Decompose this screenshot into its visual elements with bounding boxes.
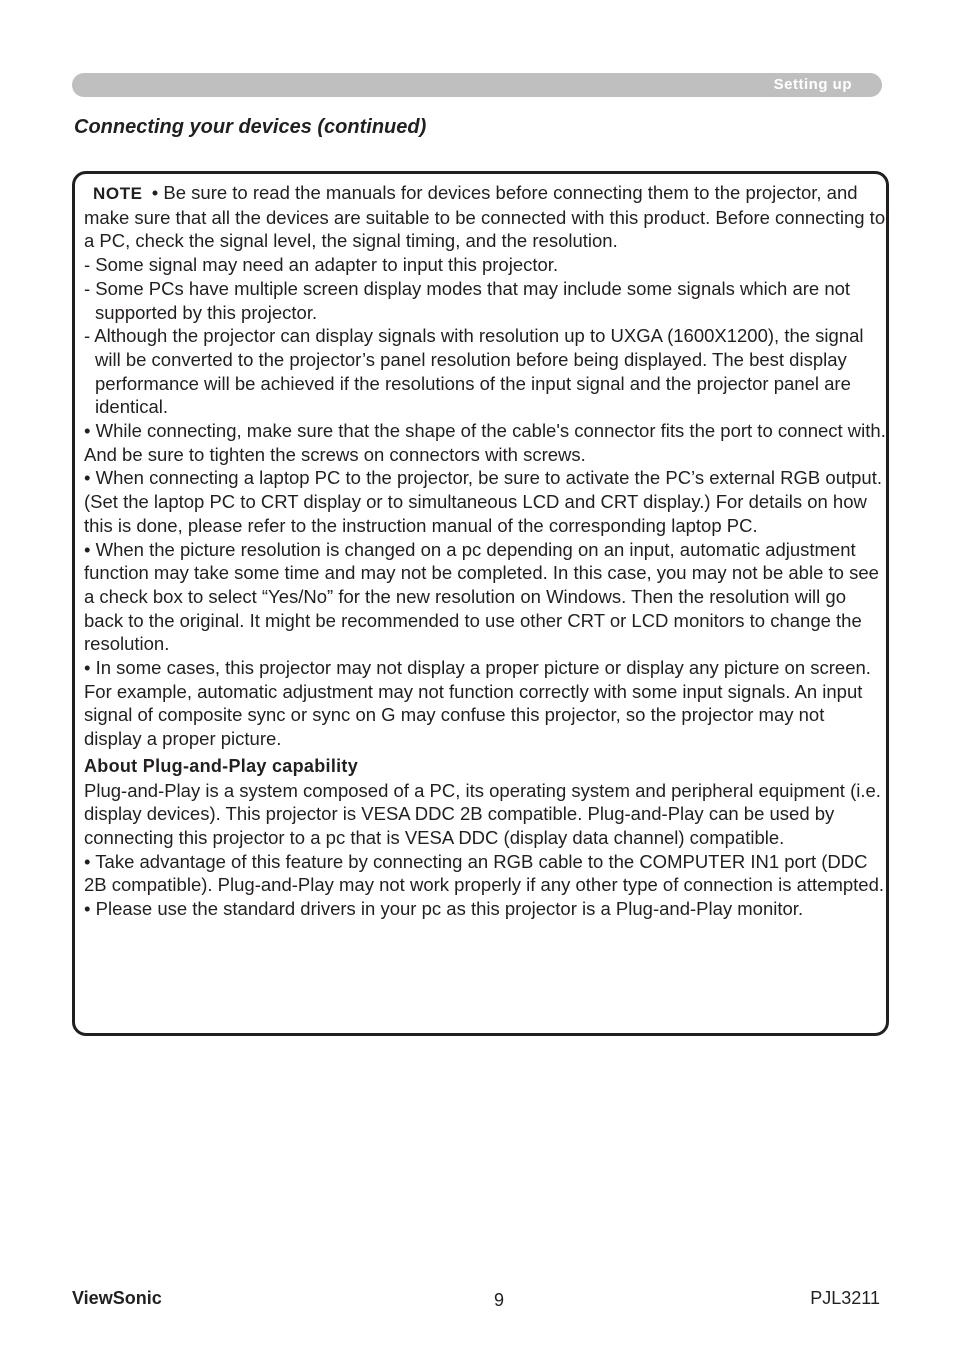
- note-box: [72, 171, 889, 1036]
- footer-brand: ViewSonic: [72, 1288, 162, 1308]
- footer-model: PJL3211: [810, 1288, 880, 1308]
- note-bullet: • In some cases, this projector may not display a proper picture or display any picture on screen. For example, automatic adjustment may not function correctly with some input signals. An input signal of composite sync or sync on G may confuse this projector, so the projector may not display a proper picture.: [84, 657, 871, 750]
- pnp-paragraph: Plug-and-Play is a system composed of a PC, its operating system and peripheral equipment (i.e. display devices). This projector is VESA DDC 2B compatible. Plug-and-Play can be used by connecting this projector to a pc that is VESA DDC (display data channel) compatible.: [84, 779, 881, 848]
- note-label: NOTE: [93, 184, 143, 203]
- pnp-heading: About Plug-and-Play capability: [84, 755, 359, 776]
- section-label: Setting up: [773, 76, 852, 93]
- note-dash-item: - Although the projector can display signals with resolution up to UXGA (1600X1200), the signal will be converted to the projector’s panel resolution before being displayed. The best display performance will be achieved if the resolutions of the input signal and the projector panel are identical.: [84, 325, 864, 418]
- page-number: 9: [493, 1290, 504, 1310]
- pnp-paragraph: • Take advantage of this feature by connecting an RGB cable to the COMPUTER IN1 port (DDC 2B compatible). Plug-and-Play may not work properly if any other type of connection is attempted.: [84, 850, 885, 896]
- note-bullet: • When connecting a laptop PC to the projector, be sure to activate the PC’s external RGB output. (Set the laptop PC to CRT display or to simultaneous LCD and CRT display.) For details on how this is done, please refer to the instruction manual of the corresponding laptop PC.: [84, 467, 882, 536]
- note-intro: [84, 181, 886, 253]
- note-bullet: • When the picture resolution is changed on a pc depending on an input, automatic adjustment function may take some time and may not be completed. In this case, you may not be able to see a check box to select “Yes/No” for the new resolution on Windows. Then the resolution will go back to the original. It might be recommended to use other CRT or LCD monitors to change the resolution.: [84, 538, 879, 655]
- note-intro-text: • Be sure to read the manuals for devices before connecting them to the projector, and make sure that all the devices are suitable to be connected with this product. Before connecting to a PC, check the signal level, the signal timing, and the resolution.: [84, 182, 886, 252]
- note-dash-item: - Some signal may need an adapter to input this projector.: [84, 254, 559, 276]
- note-bullet: • While connecting, make sure that the shape of the cable's connector fits the port to connect with. And be sure to tighten the screws on connectors with screws.: [84, 420, 886, 465]
- note-dash-item: - Some PCs have multiple screen display modes that may include some signals which are not supported by this projector.: [84, 277, 851, 323]
- page-title: Connecting your devices (continued): [74, 116, 427, 138]
- pnp-paragraph: • Please use the standard drivers in your pc as this projector is a Plug-and-Play monitor.: [84, 898, 804, 920]
- header-bar: [72, 73, 882, 97]
